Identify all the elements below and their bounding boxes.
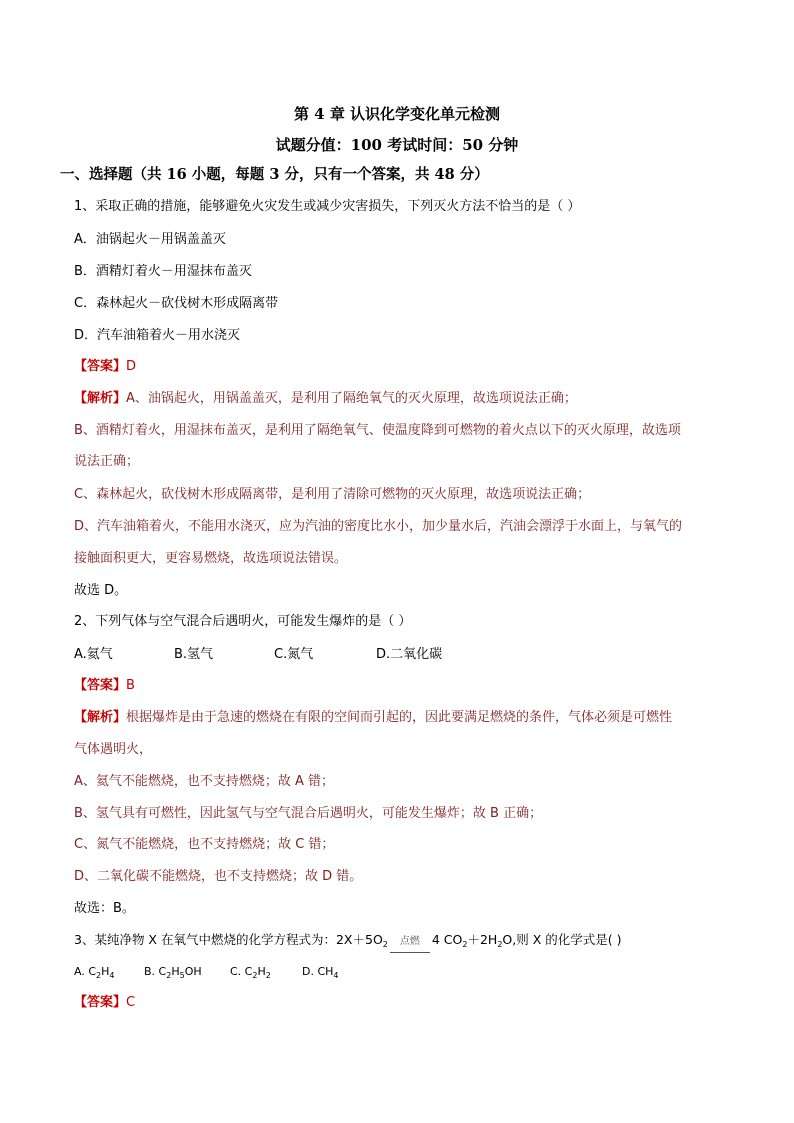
q3-option-b bbox=[144, 963, 230, 985]
option-text: C. C bbox=[230, 965, 253, 978]
q1-analysis-2: B、酒精灯着火，用湿抹布盖灭，是利用了隔绝氧气、使温度降到可燃物的着火点以下的灭火原理，故选项 bbox=[74, 423, 681, 438]
option-text: B. C bbox=[144, 965, 167, 978]
q1-option-c: C．森林起火－砍伐树木形成隔离带 bbox=[74, 296, 279, 311]
answer-label: 【答案】 bbox=[74, 359, 127, 374]
q2-option-a: A.氦气 bbox=[74, 647, 113, 662]
exam-meta: 试题分值：100 考试时间：50 分钟 bbox=[275, 136, 519, 154]
reaction-arrow bbox=[390, 952, 430, 953]
q1-analysis-1 bbox=[74, 390, 577, 408]
q2-answer bbox=[74, 677, 135, 695]
q3-option-a bbox=[74, 963, 144, 985]
option-subscript: 5 bbox=[179, 971, 185, 980]
q2-analysis-1 bbox=[74, 709, 672, 727]
option-subscript: 2 bbox=[166, 971, 172, 980]
answer-value: D bbox=[126, 359, 137, 374]
q3-stem-text: 3、某纯净物 X 在氧气中燃烧的化学方程式为： bbox=[74, 932, 336, 947]
analysis-text: 根据爆炸是由于急速的燃烧在有限的空间而引起的，因此要满足燃烧的条件，气体必须是可燃性 bbox=[126, 710, 673, 725]
q2-analysis-4: B、氢气具有可燃性，因此氢气与空气混合后遇明火，可能发生爆炸；故 B 正确； bbox=[74, 806, 543, 821]
q1-analysis-6: 接触面积更大，更容易燃烧，故选项说法错误。 bbox=[74, 551, 348, 566]
q1-analysis-5: D、汽车油箱着火，不能用水浇灭，应为汽油的密度比水小，加少量水后，汽油会漂浮于水面上，与氧气的 bbox=[74, 519, 683, 534]
reaction-condition bbox=[388, 933, 432, 951]
q2-analysis-5: C、氮气不能燃烧，也不支持燃烧；故 C 错； bbox=[74, 837, 335, 852]
equation-subscript: 2 bbox=[497, 940, 503, 949]
q1-stem: 1、采取正确的措施，能够避免火灾发生或减少灾害损失，下列灭火方法不恰当的是（ ） bbox=[74, 199, 581, 214]
q1-answer bbox=[74, 358, 136, 376]
option-text: H bbox=[257, 965, 266, 978]
option-subscript: 2 bbox=[265, 971, 271, 980]
q2-options bbox=[74, 646, 442, 664]
option-subscript: 2 bbox=[96, 971, 102, 980]
option-text: A. C bbox=[74, 965, 97, 978]
q2-option-c: C.氮气 bbox=[274, 647, 314, 662]
q2-analysis-6: D、二氧化碳不能燃烧，也不支持燃烧；故 D 错。 bbox=[74, 869, 363, 884]
equation-tail: O,则 X 的化学式是( ) bbox=[502, 932, 622, 947]
q1-option-d: D．汽车油箱着火－用水浇灭 bbox=[74, 328, 241, 343]
option-subscript: 2 bbox=[252, 971, 258, 980]
q1-option-b: B．酒精灯着火－用湿抹布盖灭 bbox=[74, 264, 252, 279]
equation-subscript: 2 bbox=[382, 940, 388, 949]
q1-conclusion: 故选 D。 bbox=[74, 583, 128, 598]
answer-value: C bbox=[126, 995, 136, 1010]
option-subscript: 4 bbox=[333, 971, 339, 980]
q3-option-c bbox=[230, 963, 302, 985]
q1-analysis-4: C、森林起火，砍伐树木形成隔离带，是利用了清除可燃物的灭火原理，故选项说法正确； bbox=[74, 487, 591, 502]
equation-right: 4 CO bbox=[431, 932, 463, 947]
condition-text: 点燃 bbox=[399, 936, 420, 947]
q2-analysis-3: A、氦气不能燃烧，也不支持燃烧；故 A 错； bbox=[74, 774, 335, 789]
q2-option-d: D.二氧化碳 bbox=[376, 647, 443, 662]
analysis-label: 【解析】 bbox=[74, 710, 127, 725]
q2-conclusion: 故选：B。 bbox=[74, 901, 135, 916]
answer-label: 【答案】 bbox=[74, 678, 127, 693]
equation-subscript: 2 bbox=[462, 940, 468, 949]
analysis-label: 【解析】 bbox=[74, 391, 127, 406]
equation-right-2: ＋2H bbox=[467, 932, 498, 947]
q3-answer bbox=[74, 994, 135, 1012]
q3-option-d bbox=[302, 963, 339, 985]
answer-value: B bbox=[126, 678, 135, 693]
page-title: 第 4 章 认识化学变化单元检测 bbox=[293, 105, 501, 123]
option-text: D. CH bbox=[302, 965, 334, 978]
section-heading: 一、选择题（共 16 小题，每题 3 分，只有一个答案，共 48 分） bbox=[60, 166, 489, 183]
q1-option-a: A．油锅起火－用锅盖盖灭 bbox=[74, 232, 226, 247]
equation-left: 2X＋5O bbox=[335, 932, 383, 947]
q2-stem: 2、下列气体与空气混合后遇明火，可能发生爆炸的是（ ） bbox=[74, 614, 412, 629]
option-subscript: 4 bbox=[109, 971, 115, 980]
option-text: H bbox=[171, 965, 180, 978]
option-text: OH bbox=[184, 965, 202, 978]
q1-analysis-3: 说法正确； bbox=[74, 454, 140, 469]
analysis-text: A、油锅起火，用锅盖盖灭，是利用了隔绝氧气的灭火原理，故选项说法正确； bbox=[126, 391, 577, 406]
q2-option-b: B.氢气 bbox=[174, 647, 214, 662]
q3-stem bbox=[74, 931, 621, 954]
option-text: H bbox=[101, 965, 110, 978]
answer-label: 【答案】 bbox=[74, 995, 127, 1010]
q3-options bbox=[74, 963, 339, 985]
q2-analysis-2: 气体遇明火， bbox=[74, 742, 153, 757]
